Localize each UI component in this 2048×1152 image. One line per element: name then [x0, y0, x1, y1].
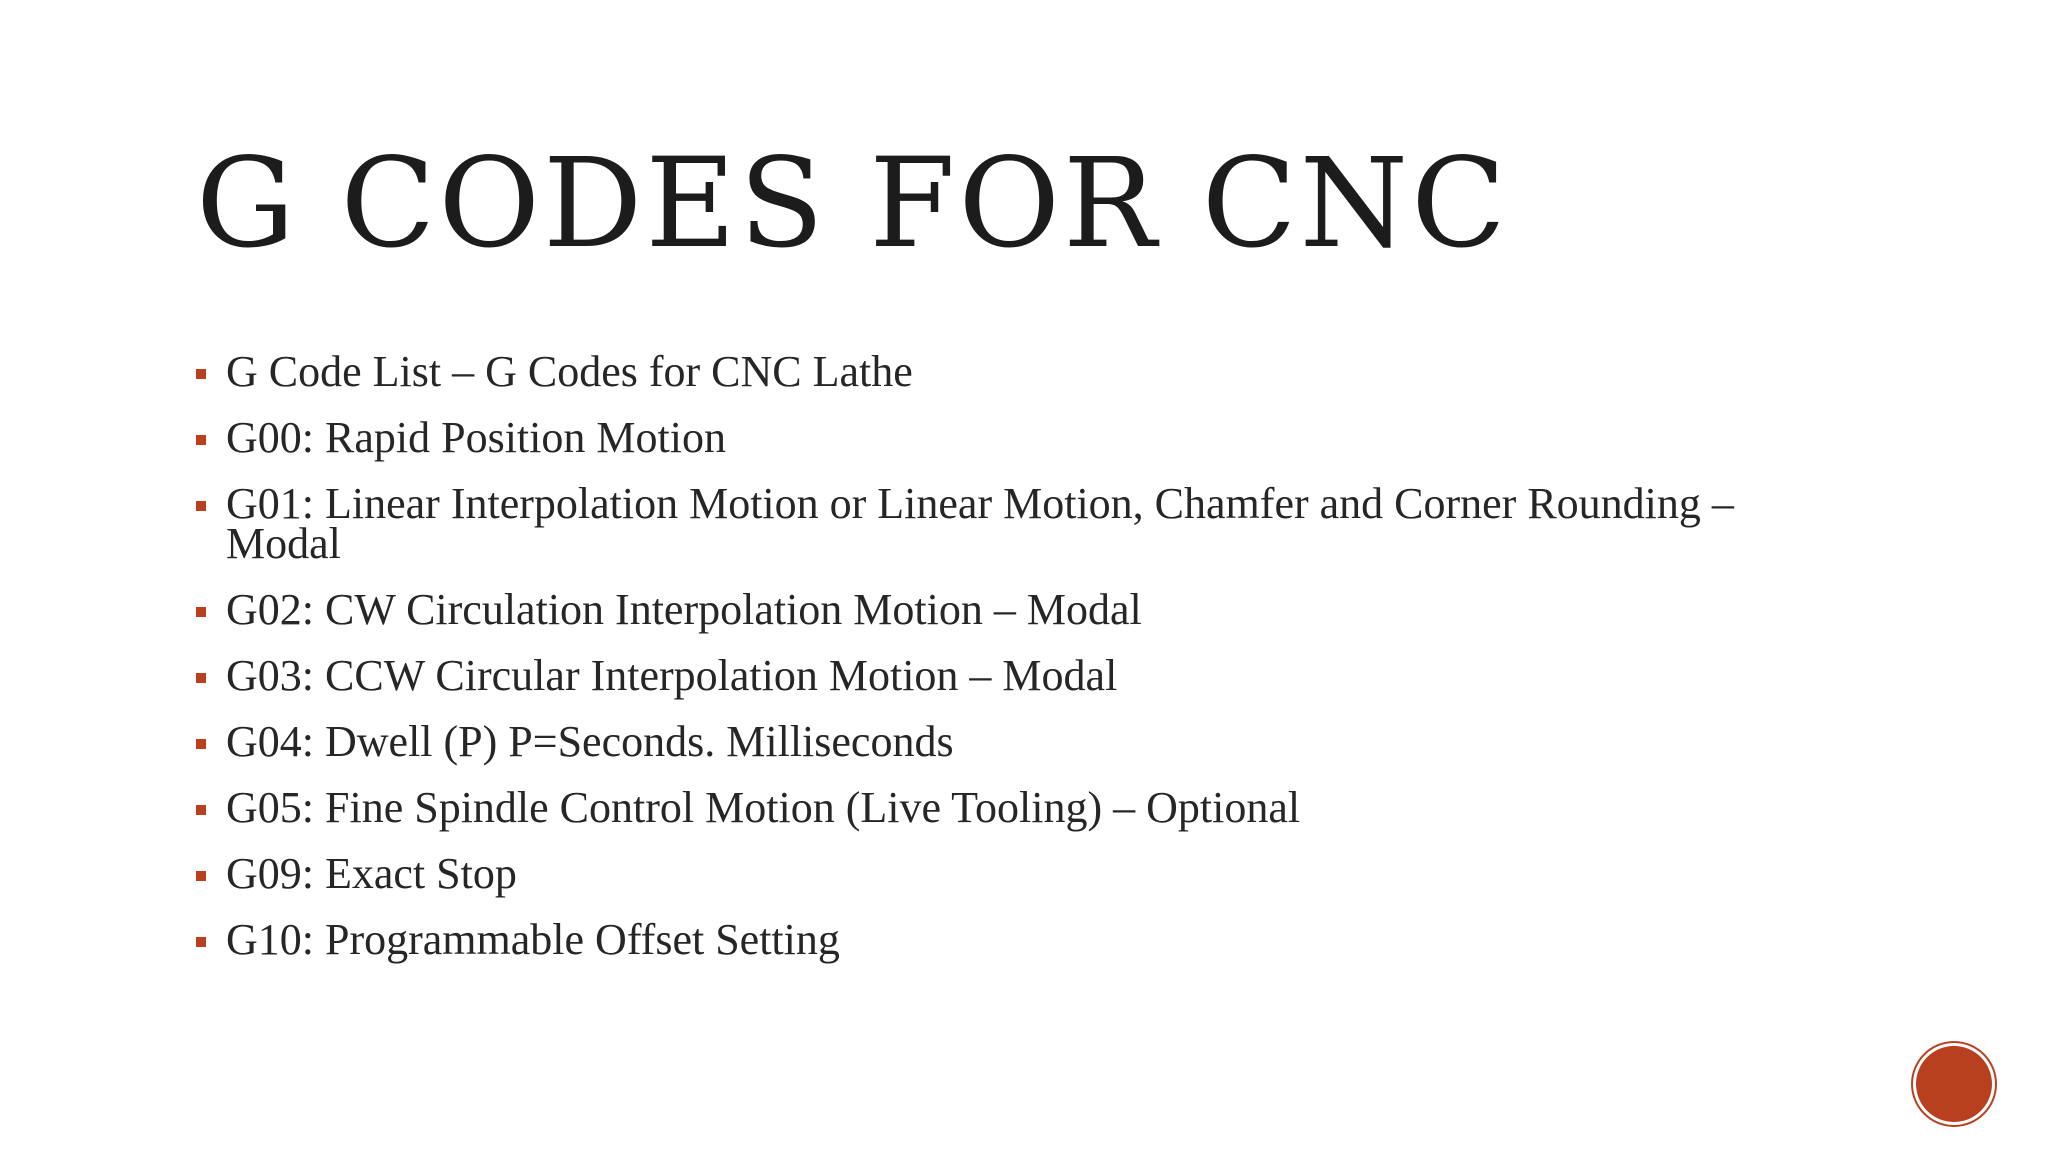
bullet-text: G10: Programmable Offset Setting [226, 915, 840, 964]
square-bullet-icon [196, 501, 206, 511]
bullet-item [196, 479, 1756, 568]
square-bullet-icon [196, 937, 206, 947]
square-bullet-icon [196, 739, 206, 749]
slide-nav-dot-icon[interactable] [1916, 1046, 1992, 1122]
bullet-text: G05: Fine Spindle Control Motion (Live Tooling) – Optional [226, 783, 1301, 832]
bullet-text: G03: CCW Circular Interpolation Motion – Modal [226, 651, 1118, 700]
square-bullet-icon [196, 435, 206, 445]
bullet-item [196, 651, 1756, 700]
bullet-item [196, 849, 1756, 898]
square-bullet-icon [196, 805, 206, 815]
bullet-text: G02: CW Circulation Interpolation Motion – Modal [226, 585, 1142, 634]
bullet-item [196, 413, 1756, 462]
bullet-text: G09: Exact Stop [226, 849, 517, 898]
bullet-text: G00: Rapid Position Motion [226, 413, 726, 462]
square-bullet-icon [196, 871, 206, 881]
bullet-item [196, 915, 1756, 964]
bullet-text: G01: Linear Interpolation Motion or Linear Motion, Chamfer and Corner Rounding – Modal [226, 479, 1734, 568]
bullet-text: G04: Dwell (P) P=Seconds. Milliseconds [226, 717, 954, 766]
bullet-item [196, 717, 1756, 766]
bullet-item [196, 585, 1756, 634]
slide-title: G CODES FOR CNC [196, 132, 1510, 276]
bullet-list [196, 347, 1756, 986]
bullet-item [196, 347, 1756, 396]
square-bullet-icon [196, 369, 206, 379]
square-bullet-icon [196, 673, 206, 683]
bullet-text: G Code List – G Codes for CNC Lathe [226, 347, 913, 396]
square-bullet-icon [196, 607, 206, 617]
bullet-item [196, 783, 1756, 832]
